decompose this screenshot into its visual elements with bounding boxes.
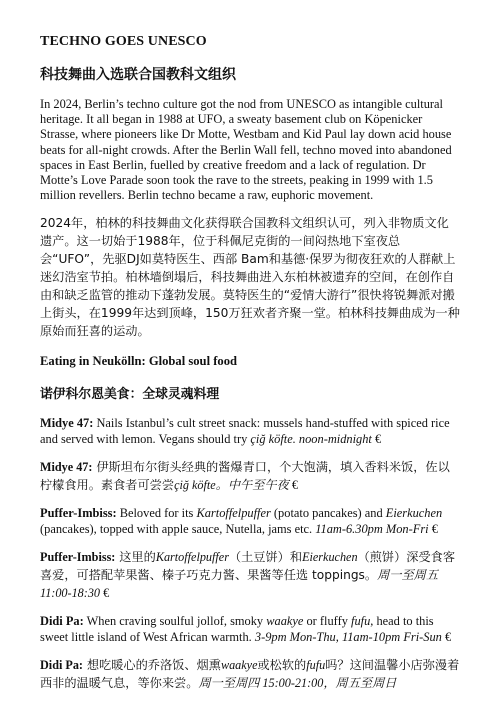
listing-dish: waakye [266,614,304,629]
listing-text: 吗？这间温馨小店弥漫着西非的温暖气息，等你来尝。 [40,658,460,691]
listing-name: Puffer-Imbiss: [40,506,117,521]
listing-hours: 周一至周四 15:00-21:00，周五至周日 [198,676,397,691]
listing-hours: 周一至周五 11:00-18:30 [40,568,439,601]
listing-dish: Kartoffelpuffer [196,506,271,521]
listing-dish: waakye [220,658,258,673]
listing-price: € [371,431,382,446]
listing-text: (pancakes), topped with apple sauce, Nutella, jams etc. [40,521,316,536]
listing-dish: Eierkuchen [302,550,358,565]
article-title-zh: 科技舞曲入选联合国教科文组织 [40,67,236,83]
listing-hours: . noon-midnight [292,431,372,446]
listing-text: or fluffy [303,614,351,629]
listing-dish: Kartoffelpuffer [155,550,229,565]
listing-puffer-en [40,506,460,537]
listing-dish: çiğ köfte [250,431,293,446]
listing-text: （煎饼）深受食客喜爱，可搭配苹果酱、榛子巧克力酱、果酱等任选 toppings。 [40,550,456,583]
listing-text: , head to this sweet little island of West African warmth. [40,614,434,644]
listing-hours: 3-9pm Mon-Thu, 11am-10pm Fri-Sun [254,629,442,644]
listing-text: 或松软的 [257,658,307,673]
listing-text: （土豆饼）和 [228,550,303,565]
food-heading: Eating in Neukölln: Global soul food [40,354,238,369]
listing-price: € [100,586,110,601]
listing-name: Midye 47: [40,460,93,475]
listing-didi-en [40,614,460,645]
listing-name: Puffer-Imbiss: [40,550,116,565]
article-paragraph-en: In 2024, Berlin’s techno culture got the nod from UNESCO as intangible cultural heritage. It all began in 1988 at UFO, a sweaty basement club on Köpenicker Strasse, where pioneers like Dr Motte, Westbam and Kid Paul lay down acid house beats for all-night crowds. After the Berlin Wall fell, techno moved into abandoned spaces in East Berlin, fuelled by creative freedom and a lack of regulation. Dr Motte’s Love Parade soon took the rave to the streets, peaking in 1999 with 1.5 million revellers. Berlin techno became a raw, euphoric movement. [40,97,452,203]
listing-text: When craving soulful jollof, smoky [83,614,267,629]
listing-hours: 。中午至午夜 [215,478,289,493]
listing-midye-en [40,416,460,447]
listing-name: Didi Pa: [40,614,84,629]
listing-didi-zh [40,656,460,692]
listing-price: € [428,521,438,536]
article-paragraph-zh: 2024年，柏林的科技舞曲文化获得联合国教科文组织认可，列入非物质文化遗产。这一切始于1988年，位于科佩尼克街的一间闷热地下室夜总会“UFO”，先驱DJ如莫特医生、西部 Bam和基德·保罗为彻夜狂欢的人群献上迷幻浩室节拍。柏林墙倒塌后，科技舞曲进入东柏林被遗弃的空间，在创作自由和缺乏监管的推动下蓬勃发展。莫特医生的“爱情大游行”很快将锐舞派对搬上街头，在1999年达到顶峰，150万狂欢者齐聚一堂。柏林科技舞曲成为一种原始而狂喜的运动。 [40,216,460,339]
listing-price: € [288,478,298,493]
listing-text: 这里的 [115,550,156,565]
listing-price: € [441,629,452,644]
listing-name: Didi Pa: [40,658,83,673]
listing-text: 伊斯坦布尔街头经典的酱爆青口，个大饱满，填入香料米饭，佐以柠檬食用。素食者可尝尝 [40,460,450,493]
listing-midye-zh [40,458,460,494]
listing-dish: çiğ köfte [174,478,216,493]
article-title: TECHNO GOES UNESCO [40,34,207,49]
listing-name: Midye 47: [40,416,94,431]
listing-hours: 11am-6.30pm Mon-Fri [315,521,429,536]
listing-text: (potato pancakes) and [270,506,386,521]
listing-puffer-zh [40,548,460,602]
listing-text: Beloved for its [116,506,197,521]
listing-dish: fufu [306,658,326,673]
listing-text: Nails Istanbul’s cult street snack: mussels hand-stuffed with spiced rice and served with lemon. Vegans should try [40,416,450,446]
listing-dish: Eierkuchen [385,506,443,521]
food-heading-zh: 诺伊科尔恩美食：全球灵魂料理 [40,387,220,403]
listing-text: 想吃暖心的乔洛饭、烟熏 [83,658,221,673]
listing-dish: fufu [351,614,371,629]
